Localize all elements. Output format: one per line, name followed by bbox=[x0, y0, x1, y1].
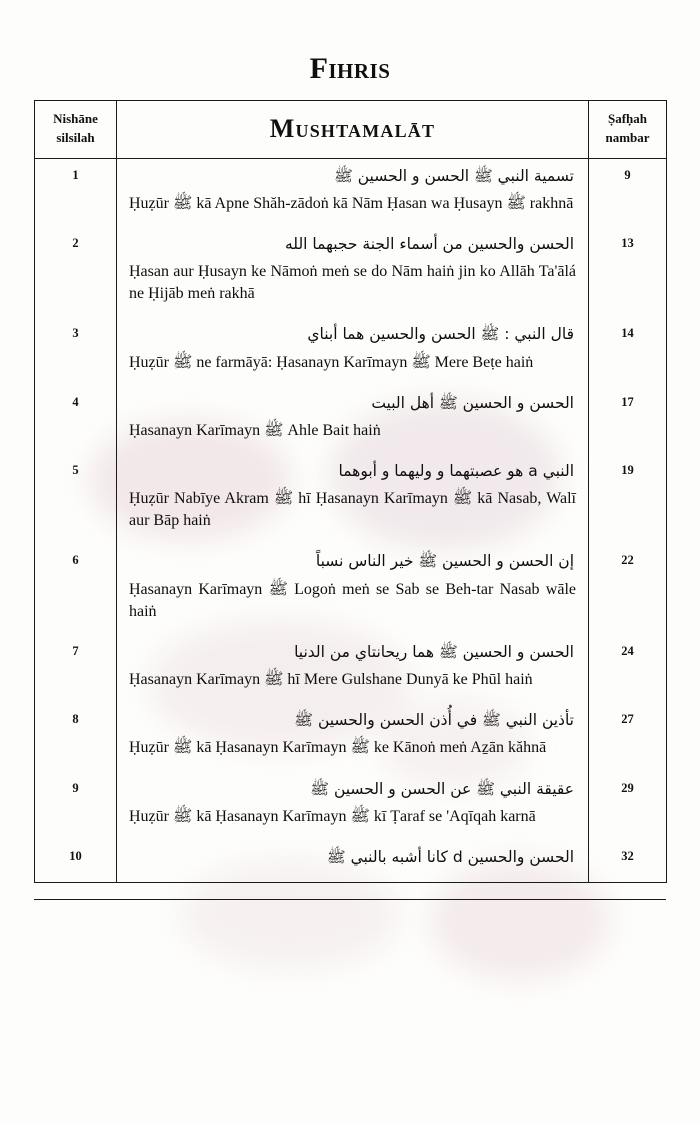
footer-divider bbox=[34, 899, 666, 900]
table-row[interactable] bbox=[35, 158, 667, 227]
entry-arabic-title: إن الحسن و الحسين ﷺ خير الناس نسباً bbox=[315, 552, 574, 571]
entry-transliteration: Ḥuẓūr ﷺ ne farmāyā: Ḥasanayn Karīmayn ﷺ Mere Beṭe haiṅ bbox=[129, 353, 534, 371]
entry-transliteration: Ḥuẓūr ﷺ kā Ḥasanayn Karīmayn ﷺ ke Kānoṅ meṅ Aẕān kăhnā bbox=[129, 739, 547, 757]
cell-entry-content bbox=[117, 635, 589, 703]
entry-transliteration: Ḥasanayn Karīmayn ﷺ Logoṅ meṅ se Sab se Beh-tar Nasab wāle haiṅ bbox=[129, 580, 577, 620]
table-row[interactable] bbox=[35, 544, 667, 634]
table-row[interactable] bbox=[35, 840, 667, 883]
cell-entry-content bbox=[117, 227, 589, 317]
cell-page-number[interactable]: 19 bbox=[589, 454, 667, 544]
cell-entry-content bbox=[117, 772, 589, 840]
cell-page-number[interactable]: 9 bbox=[589, 158, 667, 227]
entry-arabic-title: الحسن والحسين من أسماء الجنة حجبهما الله bbox=[285, 235, 574, 254]
cell-serial-number: 6 bbox=[35, 544, 117, 634]
entry-transliteration: Ḥuẓūr Nabīye Akram ﷺ hī Ḥasanayn Karīmayn ﷺ kā Nasab, Walī aur Bāp haiṅ bbox=[129, 490, 577, 530]
cell-serial-number: 8 bbox=[35, 703, 117, 771]
entry-transliteration: Ḥasanayn Karīmayn ﷺ hī Mere Gulshane Dunyā ke Phūl haiṅ bbox=[129, 671, 533, 689]
column-header-page-line1: Ṣafḥah bbox=[607, 111, 648, 126]
cell-page-number[interactable]: 32 bbox=[589, 840, 667, 883]
cell-serial-number: 2 bbox=[35, 227, 117, 317]
table-body bbox=[35, 158, 667, 882]
cell-serial-number: 9 bbox=[35, 772, 117, 840]
cell-entry-content bbox=[117, 454, 589, 544]
column-header-main: Mushtamalāt bbox=[117, 101, 589, 159]
entry-arabic-title: النبي a هو عصبتهما و وليهما و أبوهما bbox=[338, 462, 574, 481]
cell-page-number[interactable]: 13 bbox=[589, 227, 667, 317]
table-of-contents bbox=[34, 100, 666, 883]
cell-serial-number: 5 bbox=[35, 454, 117, 544]
entry-arabic-title: قال النبي : ﷺ الحسن والحسين هما أبناي bbox=[307, 325, 574, 344]
header-row bbox=[35, 101, 667, 159]
table-header bbox=[35, 101, 667, 159]
column-header-serial-line2: silsilah bbox=[56, 129, 95, 145]
table-row[interactable] bbox=[35, 227, 667, 317]
entry-transliteration: Ḥuẓūr ﷺ kā Ḥasanayn Karīmayn ﷺ kī Ṭaraf se 'Aqīqah karnā bbox=[129, 807, 536, 825]
table-row[interactable] bbox=[35, 635, 667, 703]
entry-arabic-title: الحسن والحسين d كانا أشبه بالنبي ﷺ bbox=[326, 847, 574, 866]
table-row[interactable] bbox=[35, 772, 667, 840]
column-header-serial-line1: Nishāne bbox=[53, 111, 98, 126]
cell-page-number[interactable]: 14 bbox=[589, 317, 667, 385]
entry-arabic-title: عقيقة النبي ﷺ عن الحسن و الحسين ﷺ bbox=[310, 779, 574, 798]
entry-arabic-title: تأذين النبي ﷺ في أُذن الحسن والحسين ﷺ bbox=[294, 711, 574, 730]
cell-serial-number: 10 bbox=[35, 840, 117, 883]
cell-serial-number: 3 bbox=[35, 317, 117, 385]
cell-serial-number: 7 bbox=[35, 635, 117, 703]
table-row[interactable] bbox=[35, 454, 667, 544]
column-header-serial bbox=[35, 101, 117, 159]
table-row[interactable] bbox=[35, 317, 667, 385]
cell-page-number[interactable]: 22 bbox=[589, 544, 667, 634]
entry-arabic-title: الحسن و الحسين ﷺ هما ريحانتاي من الدنيا bbox=[294, 642, 574, 661]
cell-page-number[interactable]: 29 bbox=[589, 772, 667, 840]
entry-arabic-title: تسمية النبي ﷺ الحسن و الحسين ﷺ bbox=[334, 166, 574, 185]
cell-page-number[interactable]: 24 bbox=[589, 635, 667, 703]
column-header-page bbox=[589, 101, 667, 159]
cell-entry-content bbox=[117, 386, 589, 454]
cell-entry-content bbox=[117, 544, 589, 634]
entry-transliteration: Ḥasanayn Karīmayn ﷺ Ahle Bait haiṅ bbox=[129, 422, 381, 439]
cell-page-number[interactable]: 17 bbox=[589, 386, 667, 454]
cell-page-number[interactable]: 27 bbox=[589, 703, 667, 771]
entry-transliteration: Ḥasan aur Ḥusayn ke Nāmoṅ meṅ se do Nām haiṅ jin ko Allāh Ta'ālá ne Ḥijāb meṅ rakhā bbox=[129, 263, 576, 303]
cell-entry-content bbox=[117, 317, 589, 385]
entry-transliteration: Ḥuẓūr ﷺ kā Apne Shăh-zādoṅ kā Nām Ḥasan wa Ḥusayn ﷺ rakhnā bbox=[129, 194, 574, 212]
toc-table bbox=[34, 100, 667, 883]
page-title: Fihris bbox=[309, 52, 391, 85]
table-row[interactable] bbox=[35, 703, 667, 771]
table-row[interactable] bbox=[35, 386, 667, 454]
cell-entry-content bbox=[117, 158, 589, 227]
column-header-page-line2: nambar bbox=[605, 129, 650, 145]
cell-serial-number: 1 bbox=[35, 158, 117, 227]
cell-serial-number: 4 bbox=[35, 386, 117, 454]
entry-arabic-title: الحسن و الحسين ﷺ أهل البيت bbox=[371, 393, 574, 412]
cell-entry-content bbox=[117, 840, 589, 883]
cell-entry-content bbox=[117, 703, 589, 771]
